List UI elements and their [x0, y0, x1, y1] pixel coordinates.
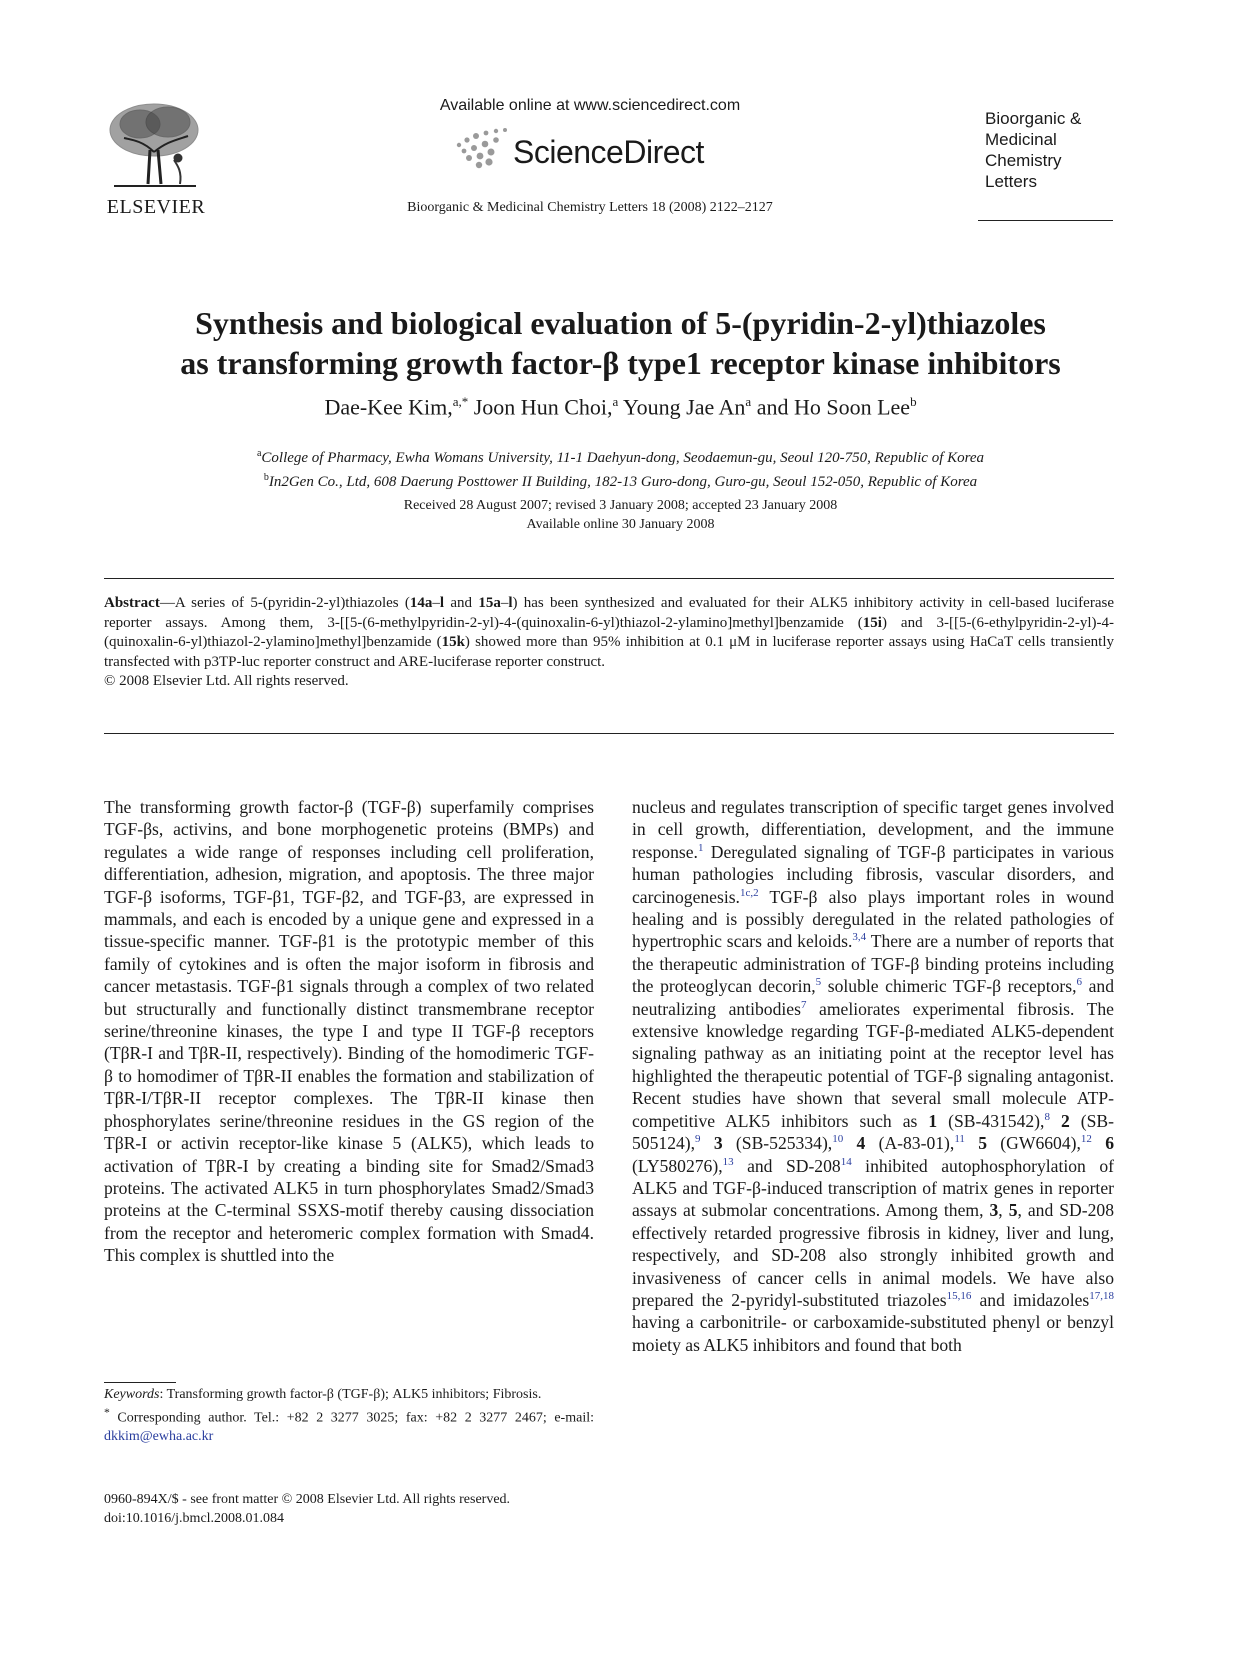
reference-link[interactable]: 3,4: [852, 931, 867, 944]
affiliations: [60, 444, 1181, 492]
body-text: There are a number of reports that the therapeutic administration of TGF-β binding proteins including the proteoglycan decorin,: [632, 931, 1114, 997]
body-column-right: [632, 796, 1114, 1356]
body-text: (LY580276),: [632, 1155, 723, 1176]
reference-link[interactable]: 6: [1076, 976, 1082, 989]
doi-line[interactable]: doi:10.1016/j.bmcl.2008.01.084: [104, 1511, 285, 1526]
body-text: ameliorates experimental fibrosis. The extensive knowledge regarding TGF-β-mediated ALK5-dependent signaling pathway as an initiating point at the receptor level has highlighted the therapeutic potential of TGF-β signaling antagonist. Recent studies have shown that several small molecule ATP-competitive ALK5 inhibitors such as: [632, 998, 1114, 1131]
abstract-top-rule: [104, 578, 1114, 579]
abstract-text: ) showed more than 95% inhibition at 0.1 μM in luciferase reporter assays using HaCaT cells transiently transfected with p3TP-luc reporter construct and ARE-luciferase reporter construct.: [104, 634, 1114, 670]
abstract-bottom-rule: [104, 733, 1114, 734]
author-name: Dae-Kee Kim,: [324, 394, 453, 420]
keywords-text: : Transforming growth factor-β (TGF-β); ALK5 inhibitors; Fibrosis.: [159, 1387, 542, 1402]
body-text: (A-83-01),: [865, 1133, 955, 1154]
available-online-date: Available online 30 January 2008: [526, 517, 715, 532]
reference-link[interactable]: 11: [954, 1133, 965, 1146]
reference-link[interactable]: 10: [832, 1133, 844, 1146]
compound-ref: 4: [856, 1133, 866, 1154]
keywords: [104, 1386, 594, 1404]
body-text: and neutralizing antibodies: [632, 976, 1114, 1019]
journal-citation: Bioorganic & Medicinal Chemistry Letters 18 (2008) 2122–2127: [407, 200, 773, 215]
reference-link[interactable]: 9: [695, 1133, 701, 1146]
body-text: and imidazoles: [971, 1289, 1090, 1310]
compound-ref: 3: [713, 1133, 723, 1154]
author-list: [60, 394, 1181, 420]
body-text: ,: [998, 1200, 1009, 1221]
corresponding-text: Corresponding author. Tel.: +82 2 3277 3025; fax: +82 2 3277 2467; e-mail:: [117, 1410, 594, 1426]
reference-link[interactable]: 5: [815, 976, 822, 989]
reference-link[interactable]: 1: [697, 841, 704, 854]
author-affiliation-mark: a: [745, 394, 752, 409]
reference-link[interactable]: 13: [722, 1155, 734, 1168]
body-text: , and SD-208 effectively retarded progressive fibrosis in kidney, liver and lung, respectively, and SD-208 also strongly inhibited growth and invasiveness of cancer cells in animal models. We have also prepared the 2-pyridyl-substituted triazoles: [632, 1200, 1115, 1310]
abstract-label: Abstract: [104, 595, 160, 611]
reference-link[interactable]: 7: [800, 998, 807, 1011]
corresponding-mark: *: [104, 1406, 110, 1419]
abstract-text: and: [444, 595, 479, 611]
affiliation-text: College of Pharmacy, Ewha Womans University, 11-1 Daehyun-dong, Seodaemun-gu, Seoul 120-750, Republic of Korea: [261, 450, 985, 466]
compound-ref: 5: [978, 1133, 987, 1154]
journal-name-line: Letters: [985, 172, 1037, 191]
affiliation-text: In2Gen Co., Ltd, 608 Daerung Posttower II Building, 182-13 Guro-dong, Guro-gu, Seoul 152-050, Republic of Korea: [268, 474, 978, 490]
article-history: [60, 496, 1181, 534]
compound-ref: 15a: [478, 595, 501, 611]
author-affiliation-mark: a,*: [452, 394, 469, 409]
footnote-rule: [104, 1382, 176, 1383]
journal-name-line: Chemistry: [985, 151, 1062, 170]
author-name: Joon Hun Choi,: [473, 394, 613, 420]
issn-line: 0960-894X/$ - see front matter © 2008 Elsevier Ltd. All rights reserved.: [104, 1492, 511, 1507]
author-name: and Ho Soon Lee: [756, 394, 911, 420]
email-link[interactable]: dkkim@ewha.ac.kr: [104, 1428, 214, 1444]
body-text: soluble chimeric TGF-β receptors,: [821, 976, 1077, 997]
body-text: (SB-431542),: [937, 1110, 1045, 1131]
body-text: nucleus and regulates transcription of specific target genes involved in cell growth, differentiation, development, and the immune response.: [632, 797, 1114, 862]
reference-link[interactable]: 1c,2: [739, 886, 759, 899]
body-text: and SD-208: [733, 1155, 841, 1176]
available-online-url[interactable]: Available online at www.sciencedirect.com: [439, 97, 741, 114]
reference-link[interactable]: 8: [1044, 1110, 1050, 1123]
abstract: [104, 594, 1114, 692]
body-text: (SB-505124),: [632, 1110, 1114, 1154]
compound-ref: 5: [1008, 1200, 1018, 1221]
affiliation-mark: b: [263, 472, 269, 483]
abstract-text: —A series of 5-(pyridin-2-yl)thiazoles (: [159, 595, 410, 611]
abstract-text: ) and 3-[[5-(6-ethylpyridin-2-yl)-4-(quinoxalin-6-yl)thiazol-2-ylamino]methyl]benzamide (: [104, 614, 1114, 650]
body-text: Deregulated signaling of TGF-β participates in various human pathologies including fibrosis, vascular disorders, and carcinogenesis.: [632, 841, 1114, 907]
title-line-1: Synthesis and biological evaluation of 5-(pyridin-2-yl)thiazoles: [195, 305, 1046, 341]
compound-ref: l: [508, 595, 513, 611]
reference-link[interactable]: 17,18: [1089, 1290, 1114, 1303]
abstract-text: ) has been synthesized and evaluated for their ALK5 inhibitory activity in cell-based luciferase reporter assays. Among them, 3-[[5-(6-methylpyridin-2-yl)-4-(quinoxalin-6-yl)thiazol-2-ylamino]methyl]benzamide (: [104, 595, 1114, 631]
journal-name-block: [985, 108, 1125, 192]
affiliation-mark: a: [256, 448, 262, 459]
journal-name-rule: [978, 220, 1113, 221]
reference-link[interactable]: 12: [1080, 1133, 1092, 1146]
compound-ref: 3: [989, 1200, 999, 1221]
journal-name-line: Bioorganic &: [985, 109, 1082, 128]
sciencedirect-wordmark: ScienceDirect: [513, 134, 704, 170]
footnotes: [104, 1386, 594, 1446]
imprint: [104, 1490, 624, 1528]
keywords-label: Keywords: [104, 1387, 160, 1402]
compound-ref: 15k: [441, 634, 465, 650]
received-dates: Received 28 August 2007; revised 3 January 2008; accepted 23 January 2008: [403, 498, 838, 513]
compound-ref: 2: [1060, 1110, 1070, 1131]
author-name: Young Jae An: [622, 394, 746, 420]
compound-ref: l: [439, 595, 445, 611]
title-line-2: as transforming growth factor-β type1 receptor kinase inhibitors: [180, 345, 1061, 381]
publisher-name: ELSEVIER: [106, 196, 206, 218]
affiliation-a: [60, 444, 1181, 468]
compound-ref: 15i: [862, 614, 882, 631]
reference-link[interactable]: 15,16: [946, 1290, 972, 1303]
abstract-copyright: © 2008 Elsevier Ltd. All rights reserved.: [104, 673, 349, 689]
author-affiliation-mark: a: [612, 394, 619, 409]
affiliation-b: [60, 468, 1181, 492]
compound-ref: 6: [1105, 1133, 1114, 1154]
body-text: TGF-β also plays important roles in wound healing and is possibly deregulated in the related pathologies of hypertrophic scars and keloids.: [632, 886, 1114, 952]
body-paragraph: [632, 796, 1114, 1356]
abstract-text: –: [500, 595, 509, 611]
body-text: having a carbonitrile- or carboxamide-substituted phenyl or benzyl moiety as ALK5 inhibitors and found that both: [632, 1312, 1114, 1355]
author-affiliation-mark: b: [910, 394, 917, 409]
elsevier-tree-logo: [104, 100, 204, 192]
body-text: (SB-525334),: [722, 1133, 833, 1154]
compound-ref: 1: [928, 1110, 938, 1131]
compound-ref: 14a: [409, 595, 433, 611]
body-column-left: [104, 796, 594, 1267]
article-title: [60, 303, 1181, 383]
body-text: inhibited autophosphorylation of ALK5 and TGF-β-induced transcription of matrix genes in reporter assays at submolar concentrations. Among them,: [632, 1155, 1114, 1221]
body-paragraph: The transforming growth factor-β (TGF-β) superfamily comprises TGF-βs, activins, and bone morphogenetic proteins (BMPs) and regulates a wide range of responses including cell proliferation, differentiation, adhesion, migration, and apoptosis. The three major TGF-β isoforms, TGF-β1, TGF-β2, and TGF-β3, are expressed in mammals, and each is encoded by a unique gene and expressed in a tissue-specific manner. TGF-β1 is the prototypic member of this family of cytokines and is often the major isoform in fibrosis and cancer metastasis. TGF-β1 signals through a complex of two related but structurally and functionally distinct transmembrane receptor serine/threonine kinases, the type I and type II TGF-β receptors (TβR-I and TβR-II, respectively). Binding of the homodimeric TGF-β to homodimer of TβR-II enables the formation and stabilization of TβR-I/TβR-II receptor complexes. The TβR-II kinase then phosphorylates serine/threonine residues in the GS region of the TβR-I or activin receptor-like kinase 5 (ALK5), which leads to activation of TβR-I by creating a binding site for Smad2/Smad3 proteins. The activated ALK5 in turn phosphorylates Smad2/Smad3 proteins at the C-terminal SSXS-motif thereby causing dissociation from the receptor and heteromeric complex formation with Smad4. This complex is shuttled into the: [104, 797, 594, 1266]
journal-name-line: Medicinal: [985, 130, 1057, 149]
corresponding-author: [104, 1404, 594, 1446]
reference-link[interactable]: 14: [840, 1155, 852, 1168]
body-text: (GW6604),: [987, 1133, 1081, 1154]
abstract-text: –: [432, 595, 440, 611]
